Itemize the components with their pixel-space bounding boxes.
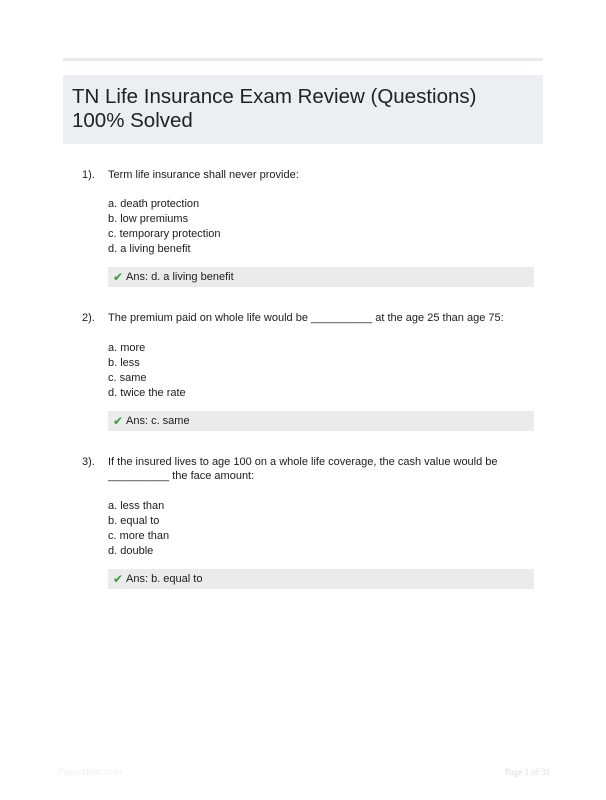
option-c: c. same	[108, 372, 147, 384]
checkmark-icon: ✔	[113, 414, 124, 428]
option-c: c. temporary protection	[108, 228, 221, 240]
answer-box	[108, 569, 534, 589]
option-d: d. double	[108, 545, 154, 557]
checkmark-icon: ✔	[113, 270, 124, 284]
option-d: d. twice the rate	[108, 387, 186, 399]
question-text: If the insured lives to age 100 on a whole life coverage, the cash value would be __________ the face amount:	[108, 456, 498, 482]
option-a: a. death protection	[108, 198, 200, 210]
checkmark-icon: ✔	[113, 572, 124, 586]
question-number: 1).	[82, 169, 95, 181]
option-a: a. more	[108, 342, 146, 354]
option-a: a. less than	[108, 500, 165, 512]
option-b: b. less	[108, 357, 140, 369]
answer-box	[108, 411, 534, 431]
question-text: The premium paid on whole life would be __________ at the age 25 than age 75:	[108, 312, 504, 324]
answer-text: Ans: d. a living benefit	[126, 271, 234, 283]
option-c: c. more than	[108, 530, 170, 542]
title-header	[63, 75, 543, 144]
page-title: TN Life Insurance Exam Review (Questions) 100% Solved	[72, 85, 477, 132]
question-text: Term life insurance shall never provide:	[108, 169, 299, 181]
option-b: b. equal to	[108, 515, 160, 527]
answer-text: Ans: b. equal to	[126, 573, 203, 585]
answer-text: Ans: c. same	[126, 415, 190, 427]
top-divider	[63, 58, 543, 61]
footer-watermark: PaperNotic.com	[58, 767, 123, 777]
question-number: 3).	[82, 456, 95, 468]
page-number: Page 1 of 31	[504, 767, 550, 777]
option-b: b. low premiums	[108, 213, 189, 225]
answer-box	[108, 267, 534, 287]
question-number: 2).	[82, 312, 95, 324]
option-d: d. a living benefit	[108, 243, 191, 255]
